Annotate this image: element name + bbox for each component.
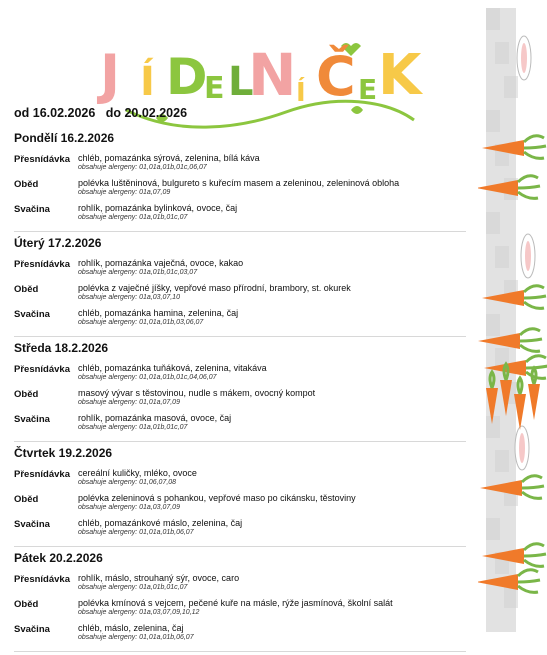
meal-label: Přesnídávka xyxy=(14,259,70,270)
meal-row xyxy=(14,572,466,597)
carrot-leaf-icon xyxy=(520,329,542,352)
logo-letter-5: L xyxy=(228,59,254,105)
meal-description: masový vývar s těstovinou, nudle s mákem, ovocný kompot xyxy=(78,388,316,398)
strip-texture xyxy=(486,416,500,438)
carrot-leaf-icon xyxy=(518,176,540,199)
meal-label: Svačina xyxy=(14,519,50,530)
meal-label: Oběd xyxy=(14,389,39,400)
day-section xyxy=(14,130,466,231)
meal-description: rohlík, pomazánka bylinková, ovoce, čaj xyxy=(78,203,238,213)
carrot-leaf-icon xyxy=(518,570,540,593)
decorative-side-strip xyxy=(478,8,547,632)
day-divider xyxy=(14,336,466,337)
meal-description: rohlík, pomazánka vaječná, ovoce, kakao xyxy=(78,258,244,268)
day-title: Čtvrtek 19.2.2026 xyxy=(14,446,113,460)
logo-letter-6: N xyxy=(248,41,297,109)
meal-label: Přesnídávka xyxy=(14,469,70,480)
meal-label: Přesnídávka xyxy=(14,154,70,165)
meal-label: Svačina xyxy=(14,624,50,635)
day-section xyxy=(14,340,466,441)
meal-row xyxy=(14,387,466,412)
meal-allergens: obsahuje alergeny: 01a,03,07,09,10,12 xyxy=(78,609,200,616)
logo-letter-8: Č xyxy=(316,45,356,108)
meal-description: polévka z vaječné jíšky, vepřové maso přírodní, brambory, st. okurek xyxy=(78,283,351,293)
meal-description: chléb, pomazánka sýrová, zelenina, bílá káva xyxy=(78,153,260,163)
meal-description: chléb, pomazánka hamina, zelenina, čaj xyxy=(78,308,239,318)
strip-texture xyxy=(495,246,509,268)
day-divider xyxy=(14,546,466,547)
logo-letter-4: E xyxy=(204,71,225,106)
meal-description: polévka luštěninová, bulgureto s kuřecím masem a zeleninou, zeleninová obloha xyxy=(78,178,400,188)
meal-label: Svačina xyxy=(14,309,50,320)
meal-label: Oběd xyxy=(14,179,39,190)
meal-row xyxy=(14,467,466,492)
bunny-ear-inner-icon xyxy=(525,241,531,271)
meal-allergens: obsahuje alergeny: 01,01a,01b,03,06,07 xyxy=(78,319,204,326)
day-divider xyxy=(14,441,466,442)
meal-description: polévka zeleninová s pohankou, vepřové maso po cikánsku, těstoviny xyxy=(78,493,356,503)
day-title: Úterý 17.2.2026 xyxy=(14,236,102,250)
meal-label: Přesnídávka xyxy=(14,574,70,585)
strip-texture xyxy=(495,450,509,472)
logo-letter-2: Í xyxy=(140,59,155,105)
meal-allergens: obsahuje alergeny: 01a,01b,01c,07 xyxy=(78,424,188,431)
meal-allergens: obsahuje alergeny: 01a,01b,01c,03,07 xyxy=(78,269,198,276)
meal-description: rohlík, pomazánka masová, ovoce, čaj xyxy=(78,413,232,423)
meal-row xyxy=(14,517,466,542)
carrot-leaf-icon xyxy=(524,286,546,309)
meal-label: Přesnídávka xyxy=(14,364,70,375)
date-to: do 20.02.2026 xyxy=(105,106,188,120)
strip-texture xyxy=(486,110,500,132)
carrot-leaf-icon xyxy=(524,544,546,567)
day-divider xyxy=(14,651,466,652)
meal-row xyxy=(14,202,466,227)
meal-allergens: obsahuje alergeny: 01,01a,01b,06,07 xyxy=(78,634,194,641)
meal-description: chléb, pomazánka tuňáková, zelenina, vitakáva xyxy=(78,363,267,373)
meal-row xyxy=(14,177,466,202)
logo-letter-7: Í xyxy=(296,78,306,108)
meal-row xyxy=(14,597,466,622)
meal-label: Oběd xyxy=(14,284,39,295)
strip-texture xyxy=(486,518,500,540)
meal-allergens: obsahuje alergeny: 01,06,07,08 xyxy=(78,479,177,486)
meal-allergens: obsahuje alergeny: 01a,01b,01c,07 xyxy=(78,584,188,591)
strip-texture xyxy=(504,76,518,98)
meal-label: Oběd xyxy=(14,494,39,505)
meal-row xyxy=(14,362,466,387)
day-title: Středa 18.2.2026 xyxy=(14,341,109,355)
meal-row xyxy=(14,152,466,177)
bunny-ear-inner-icon xyxy=(519,433,525,463)
meal-allergens: obsahuje alergeny: 01,01a,01b,01c,06,07 xyxy=(78,164,207,171)
meal-row xyxy=(14,307,466,332)
strip-texture xyxy=(486,8,500,30)
meal-row xyxy=(14,412,466,437)
day-section xyxy=(14,445,466,546)
meal-description: polévka kmínová s vejcem, pečené kuře na másle, rýže jasmínová, školní salát xyxy=(78,598,393,608)
meal-allergens: obsahuje alergeny: 01a,03,07,10 xyxy=(78,294,180,301)
weekly-menu xyxy=(14,130,466,655)
meal-description: chléb, máslo, zelenina, čaj xyxy=(78,623,184,633)
meal-allergens: obsahuje alergeny: 01a,07,09 xyxy=(78,189,171,196)
date-range xyxy=(14,106,187,120)
meal-allergens: obsahuje alergeny: 01,01a,01b,01c,04,06,07 xyxy=(78,374,217,381)
meal-allergens: obsahuje alergeny: 01,01a,07,09 xyxy=(78,399,180,406)
meal-row xyxy=(14,282,466,307)
meal-allergens: obsahuje alergeny: 01a,03,07,09 xyxy=(78,504,180,511)
strip-texture xyxy=(486,212,500,234)
carrot-icon xyxy=(528,384,540,420)
day-section xyxy=(14,550,466,651)
meal-allergens: obsahuje alergeny: 01,01a,01b,06,07 xyxy=(78,529,194,536)
carrot-illustration xyxy=(478,8,547,632)
meal-description: rohlík, máslo, strouhaný sýr, ovoce, caro xyxy=(78,573,240,583)
meal-row xyxy=(14,492,466,517)
day-title: Pátek 20.2.2026 xyxy=(14,551,103,565)
meal-description: cereální kuličky, mléko, ovoce xyxy=(78,468,197,478)
meal-row xyxy=(14,622,466,647)
day-divider xyxy=(14,231,466,232)
bunny-ear-inner-icon xyxy=(521,43,527,73)
carrot-leaf-icon xyxy=(524,136,546,159)
logo-letter-1: J xyxy=(100,43,121,106)
meal-allergens: obsahuje alergeny: 01a,01b,01c,07 xyxy=(78,214,188,221)
meal-description: chléb, pomazánkové máslo, zelenina, čaj xyxy=(78,518,243,528)
date-from: od 16.02.2026 xyxy=(14,106,96,120)
carrot-leaf-icon xyxy=(522,476,544,499)
meal-row xyxy=(14,257,466,282)
carrot-leaf-icon xyxy=(518,378,522,394)
day-section xyxy=(14,235,466,336)
logo-letter-10: K xyxy=(378,43,422,108)
meal-label: Svačina xyxy=(14,204,50,215)
logo-letter-9: E xyxy=(358,73,378,106)
title-logo xyxy=(96,40,426,135)
meal-label: Oběd xyxy=(14,599,39,610)
logo-letter-3: D xyxy=(166,48,208,106)
strip-texture xyxy=(495,42,509,64)
day-title: Pondělí 16.2.2026 xyxy=(14,131,115,145)
meal-label: Svačina xyxy=(14,414,50,425)
strip-texture xyxy=(486,314,500,336)
